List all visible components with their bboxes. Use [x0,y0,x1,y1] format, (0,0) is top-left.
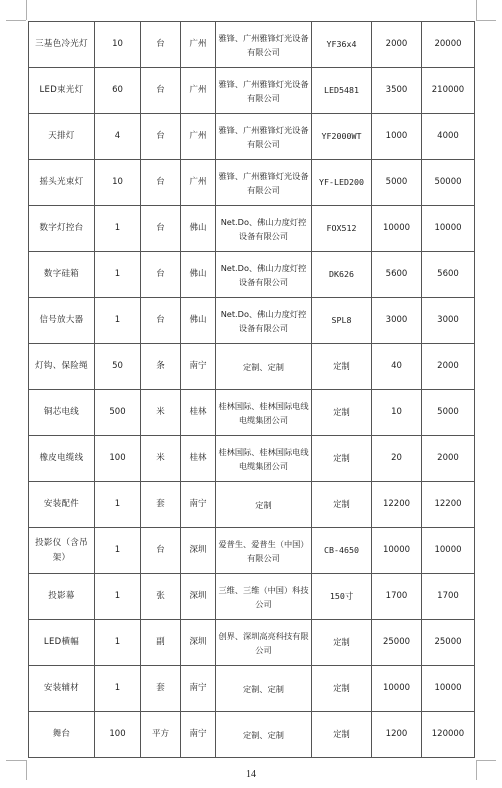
item-name-cell: 投影幕 [29,574,95,620]
item-name-cell: 安装配件 [29,482,95,528]
table-row [29,712,475,758]
quantity-cell: 1 [95,206,141,252]
quantity-cell: 100 [95,436,141,482]
quantity-cell: 1 [95,620,141,666]
origin-cell: 南宁 [181,666,216,712]
supplier-cell: 雅锋、广州雅锋灯光设备有限公司 [216,114,312,160]
unit-cell: 台 [141,252,181,298]
unit-cell: 米 [141,436,181,482]
total-price-cell: 120000 [422,712,475,758]
quantity-cell: 1 [95,298,141,344]
origin-cell: 深圳 [181,620,216,666]
crop-mark-top-right-h [476,20,496,21]
quantity-cell: 1 [95,528,141,574]
model-cell: LED5481 [312,68,372,114]
table-row [29,206,475,252]
unit-price-cell: 25000 [372,620,422,666]
origin-cell: 深圳 [181,574,216,620]
item-name-cell: LED束光灯 [29,68,95,114]
total-price-cell: 10000 [422,206,475,252]
model-cell: FOX512 [312,206,372,252]
unit-cell: 副 [141,620,181,666]
unit-price-cell: 5600 [372,252,422,298]
crop-mark-bottom-right-h [476,760,496,761]
supplier-cell: 三维、三维（中国）科技公司 [216,574,312,620]
total-price-cell: 210000 [422,68,475,114]
supplier-cell: Net.Do、佛山力度灯控设备有限公司 [216,206,312,252]
supplier-cell: 桂林国际、桂林国际电线电缆集团公司 [216,390,312,436]
total-price-cell: 5600 [422,252,475,298]
table-row [29,160,475,206]
total-price-cell: 12200 [422,482,475,528]
supplier-cell: 创界、深圳高亮科技有限公司 [216,620,312,666]
quantity-cell: 1 [95,666,141,712]
unit-price-cell: 3000 [372,298,422,344]
model-cell: 定制 [312,390,372,436]
table-row [29,574,475,620]
origin-cell: 南宁 [181,344,216,390]
total-price-cell: 20000 [422,22,475,68]
unit-price-cell: 10000 [372,528,422,574]
unit-price-cell: 12200 [372,482,422,528]
unit-cell: 台 [141,528,181,574]
crop-mark-top-right-v [476,0,477,20]
unit-cell: 台 [141,22,181,68]
unit-price-cell: 20 [372,436,422,482]
origin-cell: 广州 [181,114,216,160]
total-price-cell: 5000 [422,390,475,436]
quantity-cell: 60 [95,68,141,114]
total-price-cell: 50000 [422,160,475,206]
origin-cell: 佛山 [181,298,216,344]
table-row [29,68,475,114]
item-name-cell: 天排灯 [29,114,95,160]
unit-cell: 套 [141,666,181,712]
table-row [29,436,475,482]
model-cell: 定制 [312,666,372,712]
model-cell: YF2000WT [312,114,372,160]
table-row [29,22,475,68]
model-cell: 定制 [312,482,372,528]
total-price-cell: 3000 [422,298,475,344]
origin-cell: 广州 [181,22,216,68]
origin-cell: 桂林 [181,436,216,482]
unit-price-cell: 10 [372,390,422,436]
table-row [29,344,475,390]
model-cell: YF-LED200 [312,160,372,206]
crop-mark-top-left-v [26,0,27,20]
item-name-cell: 舞台 [29,712,95,758]
table-row [29,298,475,344]
unit-cell: 台 [141,298,181,344]
unit-price-cell: 3500 [372,68,422,114]
model-cell: 定制 [312,436,372,482]
table-row [29,114,475,160]
model-cell: CB-4650 [312,528,372,574]
model-cell: 定制 [312,712,372,758]
origin-cell: 佛山 [181,206,216,252]
item-name-cell: 灯钩、保险绳 [29,344,95,390]
model-cell: DK626 [312,252,372,298]
supplier-cell: 定制、定制 [216,666,312,712]
item-name-cell: 投影仪（含吊架） [29,528,95,574]
model-cell: 定制 [312,620,372,666]
total-price-cell: 1700 [422,574,475,620]
item-name-cell: 摇头光束灯 [29,160,95,206]
supplier-cell: 雅锋、广州雅锋灯光设备有限公司 [216,68,312,114]
table-row [29,252,475,298]
quantity-cell: 1 [95,482,141,528]
unit-cell: 台 [141,68,181,114]
table-row [29,666,475,712]
table-row [29,390,475,436]
origin-cell: 深圳 [181,528,216,574]
supplier-cell: 雅锋、广州雅锋灯光设备有限公司 [216,22,312,68]
supplier-cell: 雅锋、广州雅锋灯光设备有限公司 [216,160,312,206]
model-cell: SPL8 [312,298,372,344]
table-row [29,620,475,666]
origin-cell: 南宁 [181,482,216,528]
total-price-cell: 2000 [422,344,475,390]
table-row [29,528,475,574]
supplier-cell: Net.Do、佛山力度灯控设备有限公司 [216,298,312,344]
equipment-table [28,21,475,758]
supplier-cell: 定制、定制 [216,344,312,390]
equipment-table-body [29,22,475,758]
unit-cell: 台 [141,206,181,252]
total-price-cell: 4000 [422,114,475,160]
unit-price-cell: 10000 [372,666,422,712]
unit-price-cell: 5000 [372,160,422,206]
origin-cell: 南宁 [181,712,216,758]
origin-cell: 桂林 [181,390,216,436]
supplier-cell: 爱普生、爱普生（中国）有限公司 [216,528,312,574]
item-name-cell: 信号放大器 [29,298,95,344]
total-price-cell: 25000 [422,620,475,666]
total-price-cell: 10000 [422,528,475,574]
total-price-cell: 2000 [422,436,475,482]
quantity-cell: 1 [95,574,141,620]
model-cell: YF36x4 [312,22,372,68]
unit-price-cell: 1200 [372,712,422,758]
quantity-cell: 1 [95,252,141,298]
unit-cell: 台 [141,160,181,206]
unit-price-cell: 10000 [372,206,422,252]
unit-cell: 平方 [141,712,181,758]
quantity-cell: 4 [95,114,141,160]
table-row [29,482,475,528]
quantity-cell: 100 [95,712,141,758]
item-name-cell: 铜芯电线 [29,390,95,436]
item-name-cell: 三基色冷光灯 [29,22,95,68]
unit-cell: 张 [141,574,181,620]
model-cell: 150寸 [312,574,372,620]
unit-cell: 米 [141,390,181,436]
supplier-cell: 定制、定制 [216,712,312,758]
supplier-cell: 定制 [216,482,312,528]
item-name-cell: 数字灯控台 [29,206,95,252]
item-name-cell: 数字硅箱 [29,252,95,298]
origin-cell: 佛山 [181,252,216,298]
quantity-cell: 500 [95,390,141,436]
crop-mark-top-left-h [6,20,26,21]
crop-mark-bottom-left-h [6,760,26,761]
unit-price-cell: 1000 [372,114,422,160]
unit-cell: 台 [141,114,181,160]
quantity-cell: 10 [95,22,141,68]
unit-price-cell: 2000 [372,22,422,68]
page-number: 14 [246,769,256,780]
unit-price-cell: 40 [372,344,422,390]
unit-price-cell: 1700 [372,574,422,620]
unit-cell: 条 [141,344,181,390]
origin-cell: 广州 [181,160,216,206]
item-name-cell: LED横幅 [29,620,95,666]
total-price-cell: 10000 [422,666,475,712]
quantity-cell: 10 [95,160,141,206]
supplier-cell: 桂林国际、桂林国际电线电缆集团公司 [216,436,312,482]
supplier-cell: Net.Do、佛山力度灯控设备有限公司 [216,252,312,298]
item-name-cell: 安装辅材 [29,666,95,712]
quantity-cell: 50 [95,344,141,390]
origin-cell: 广州 [181,68,216,114]
model-cell: 定制 [312,344,372,390]
item-name-cell: 橡皮电缆线 [29,436,95,482]
unit-cell: 套 [141,482,181,528]
